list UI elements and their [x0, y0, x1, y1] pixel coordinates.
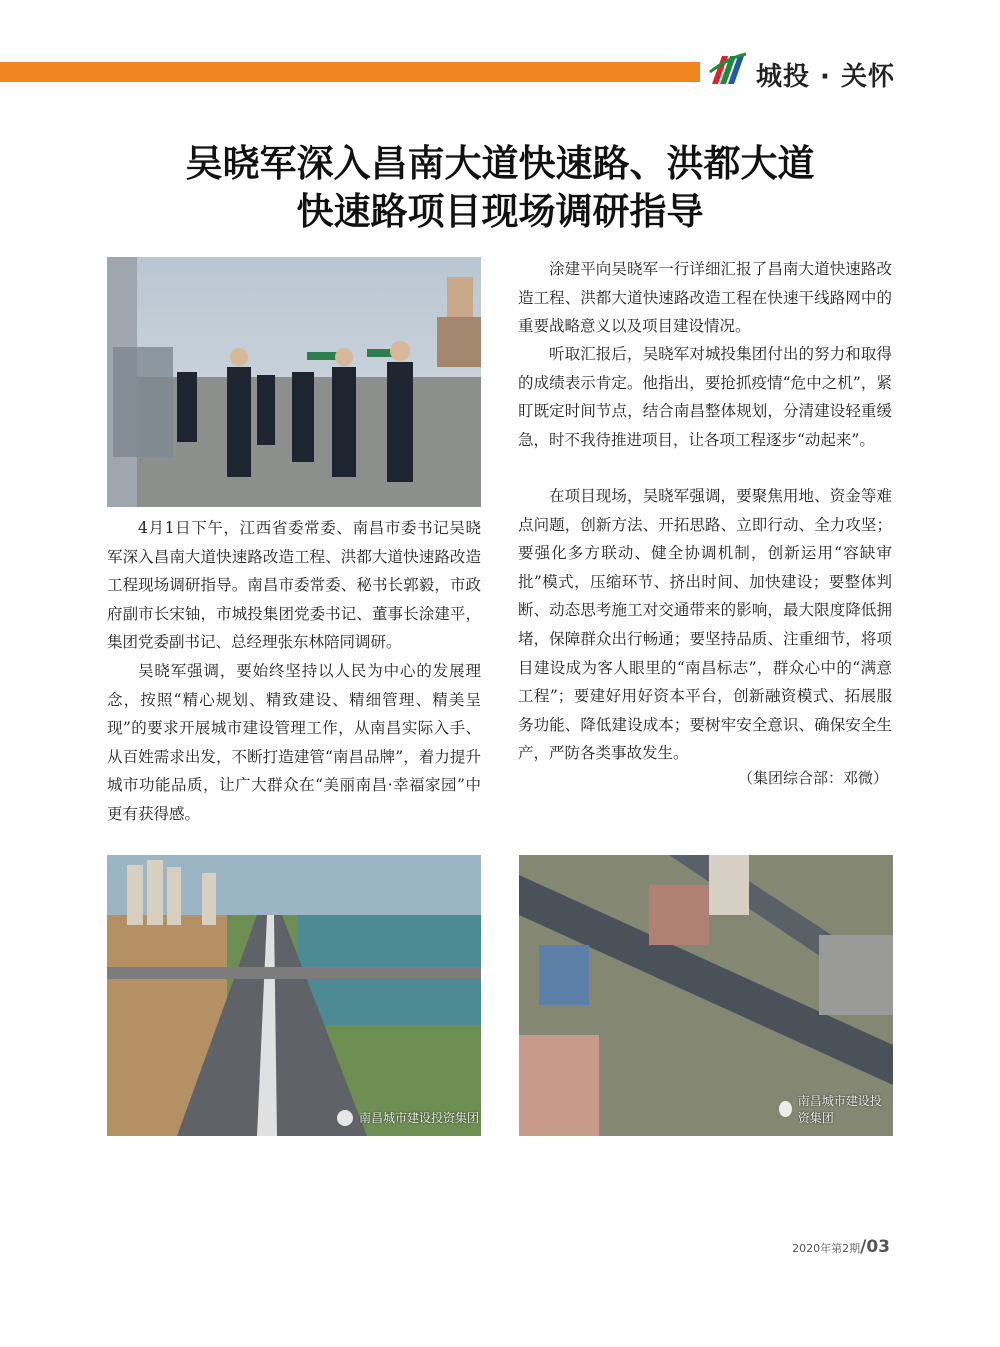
section-title: 城投 · 关怀	[756, 62, 895, 92]
wechat-icon	[779, 1101, 792, 1117]
article-signature: （集团综合部：邓微）	[737, 769, 888, 787]
left-paragraph-1: 4月1日下午，江西省委常委、南昌市委书记吴晓军深入昌南大道快速路改造工程、洪都大道快速路改造工程现场调研指导。南昌市委常委、秘书长郭毅，市政府副市长宋铀，市城投集团党委书记、董事长涂建平，集团党委副书记、总经理张东林陪同调研。	[107, 519, 481, 652]
wechat-icon	[337, 1110, 353, 1126]
headline-line-2: 快速路项目现场调研指导	[296, 190, 704, 233]
watermark-text: 南昌城市建设投资集团	[359, 1111, 480, 1125]
photo-watermark-left	[337, 1109, 479, 1126]
page-footer	[792, 1237, 890, 1257]
right-paragraph-2: 听取汇报后，吴晓军对城投集团付出的努力和取得的成绩表示肯定。他指出，要抢抓疫情“危中之机”，紧盯既定时间节点，结合南昌整体规划，分清建设轻重缓急，时不我待推进项目，让各项工程逐步“动起来”。	[518, 345, 892, 449]
article-headline	[100, 140, 900, 236]
site-visit-photo	[107, 257, 481, 507]
watermark-text: 南昌城市建设投资集团	[797, 1094, 882, 1125]
highway-aerial-photo	[107, 855, 481, 1136]
page-number: /03	[860, 1237, 890, 1257]
right-paragraph-1: 涂建平向吴晓军一行详细汇报了昌南大道快速路改造工程、洪都大道快速路改造工程在快速干线路网中的重要战略意义以及项目建设情况。	[518, 260, 892, 336]
city-investment-logo-icon	[708, 48, 748, 88]
headline-line-1: 吴晓军深入昌南大道快速路、洪都大道	[185, 142, 815, 185]
issue-label: 2020年第2期	[792, 1242, 861, 1255]
photo-watermark-right	[779, 1092, 893, 1126]
left-paragraph-2: 吴晓军强调，要始终坚持以人民为中心的发展理念，按照“精心规划、精致建设、精细管理、精美呈现”的要求开展城市建设管理工作，从南昌实际入手、从百姓需求出发，不断打造建管“南昌品牌”，着力提升城市功能品质，让广大群众在“美丽南昌·幸福家园”中更有获得感。	[107, 662, 481, 823]
interchange-aerial-photo	[519, 855, 893, 1136]
header-accent-bar	[0, 62, 700, 82]
right-paragraph-3: 在项目现场，吴晓军强调，要聚焦用地、资金等难点问题，创新方法、开拓思路、立即行动、全力攻坚；要强化多方联动、健全协调机制，创新运用“容缺审批”模式，压缩环节、挤出时间、加快建设；要整体判断、动态思考施工对交通带来的影响，最大限度降低拥堵，保障群众出行畅通；要坚持品质、注重细节，将项目建设成为客人眼里的“南昌标志”，群众心中的“满意工程”；要建好用好资本平台，创新融资模式、拓展服务功能、降低建设成本；要树牢安全意识、确保安全生产，严防各类事故发生。	[518, 487, 892, 763]
